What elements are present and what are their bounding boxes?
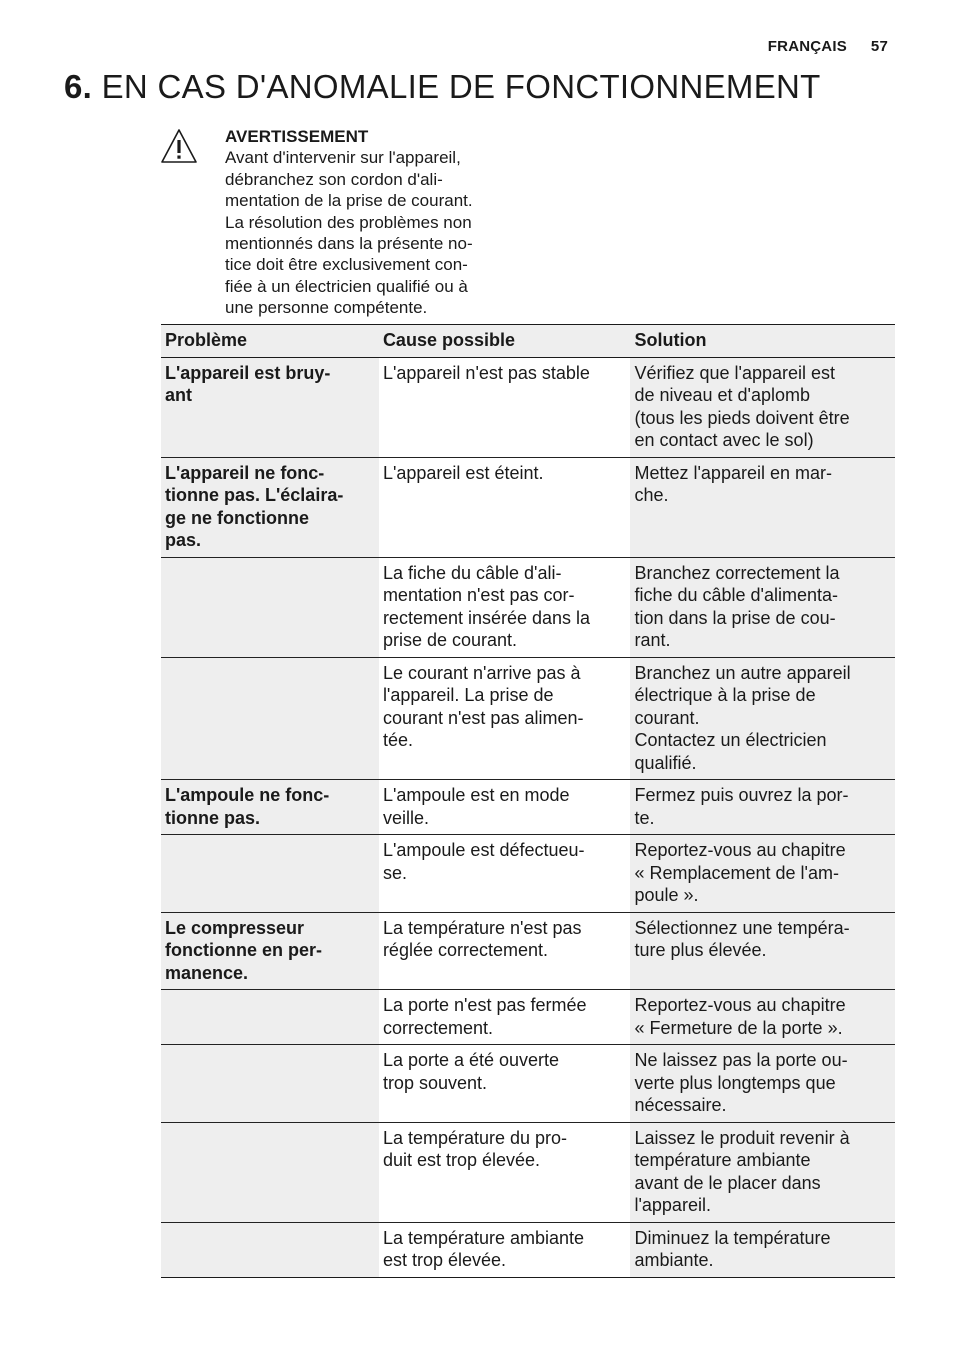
problem-cell [161,835,379,913]
table-row [161,557,895,657]
solution-cell: Sélectionnez une tempéra- ture plus élevée. [630,912,895,990]
cause-cell: La porte a été ouverte trop souvent. [379,1045,631,1123]
problem-cell: Le compresseur fonctionne en per- manence. [161,912,379,990]
chapter-title [64,68,821,106]
table-row [161,1045,895,1123]
warning-title: AVERTISSEMENT [225,127,369,146]
table-row [161,1122,895,1222]
problem-cell [161,657,379,780]
page-header [768,38,888,55]
table-row [161,657,895,780]
solution-cell: Laissez le produit revenir à température ambiante avant de le placer dans l'appareil. [630,1122,895,1222]
solution-cell: Reportez-vous au chapitre « Fermeture de la porte ». [630,990,895,1045]
troubleshooting-table [161,324,895,1278]
chapter-title-text: EN CAS D'ANOMALIE DE FONCTIONNEMENT [101,68,821,105]
table-row [161,835,895,913]
table-row [161,990,895,1045]
cause-cell: La température ambiante est trop élevée. [379,1222,631,1277]
cause-cell: L'appareil est éteint. [379,457,631,557]
cause-cell: Le courant n'arrive pas à l'appareil. La prise de courant n'est pas alimen- tée. [379,657,631,780]
solution-cell: Branchez correctement la fiche du câble d'alimenta- tion dans la prise de cou- rant. [630,557,895,657]
column-header-cause: Cause possible [382,330,515,350]
problem-cell: L'ampoule ne fonc- tionne pas. [161,780,379,835]
solution-cell: Ne laissez pas la porte ou- verte plus longtemps que nécessaire. [630,1045,895,1123]
table-row [161,912,895,990]
cause-cell: La température du pro- duit est trop élevée. [379,1122,631,1222]
cause-cell: L'ampoule est en mode veille. [379,780,631,835]
cause-cell: La fiche du câble d'ali- mentation n'est pas cor- rectement insérée dans la prise de courant. [379,557,631,657]
warning-text: Avant d'intervenir sur l'appareil, débranchez son cordon d'ali- mentation de la prise de courant. La résolution des problèmes non mentionnés dans la présente no- tice doit être exclusivement con- fiée à un électricien qualifié ou à une personne compétente. [225,148,473,318]
solution-cell: Vérifiez que l'appareil est de niveau et d'aplomb (tous les pieds doivent être en contact avec le sol) [630,357,895,457]
problem-cell: L'appareil ne fonc- tionne pas. L'éclaira- ge ne fonctionne pas. [161,457,379,557]
table-row [161,780,895,835]
cause-cell: La température n'est pas réglée correctement. [379,912,631,990]
table-row [161,357,895,457]
column-header-problem: Problème [165,330,248,350]
page-number: 57 [870,38,888,55]
solution-cell: Fermez puis ouvrez la por- te. [630,780,895,835]
solution-cell: Diminuez la température ambiante. [630,1222,895,1277]
problem-cell [161,1045,379,1123]
problem-cell [161,1222,379,1277]
cause-cell: L'appareil n'est pas stable [379,357,631,457]
problem-cell: L'appareil est bruy- ant [161,357,379,457]
chapter-number: 6. [64,68,93,105]
table-header-row [161,325,895,358]
table-row [161,457,895,557]
table-body [161,357,895,1277]
warning-triangle-icon [160,128,198,164]
cause-cell: L'ampoule est défectueu- se. [379,835,631,913]
section-label: FRANÇAIS [767,38,847,55]
problem-cell [161,557,379,657]
problem-cell [161,1122,379,1222]
solution-cell: Branchez un autre appareil électrique à la prise de courant. Contactez un électricien qualifié. [630,657,895,780]
solution-cell: Mettez l'appareil en mar- che. [630,457,895,557]
solution-cell: Reportez-vous au chapitre « Remplacement de l'am- poule ». [630,835,895,913]
problem-cell [161,990,379,1045]
cause-cell: La porte n'est pas fermée correctement. [379,990,631,1045]
table-row [161,1222,895,1277]
column-header-solution: Solution [634,330,707,350]
